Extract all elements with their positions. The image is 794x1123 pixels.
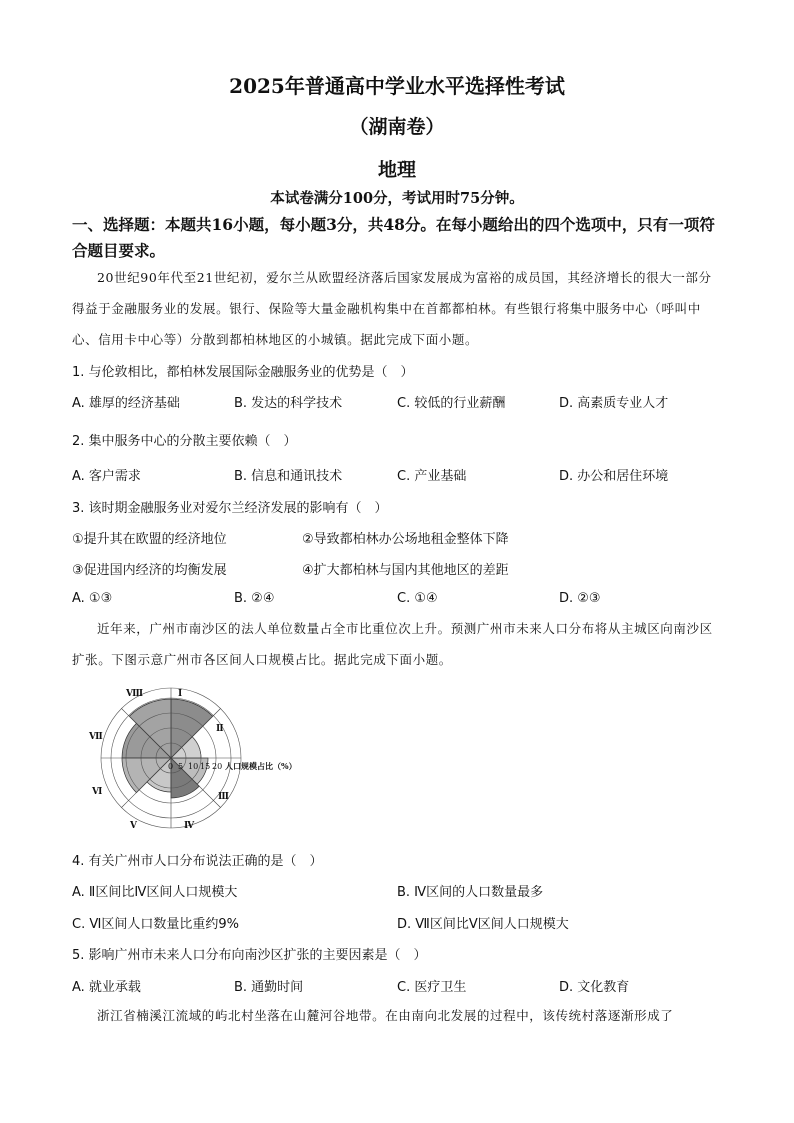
question-2-stem: 2. 集中服务中心的分散主要依赖（ ） [72,434,297,449]
q3-option-b: B. ②④ [234,591,275,606]
subject-title: 地理 [377,159,416,181]
q4-option-a: A. Ⅱ区间比Ⅳ区间人口规模大 [72,885,238,900]
q3-option-c: C. ①④ [397,591,438,606]
q5-option-b: B. 通勤时间 [234,980,304,995]
passage-ireland: 20世纪90年代至21世纪初，爱尔兰从欧盟经济落后国家发展成为富裕的成员国，其经济增长的很大一部分得益于金融服务业的发展。银行、保险等大量金融机构集中在首都都柏林。有些银行将集中服务中心（呼叫中心、信用卡中心等）分散到都柏林地区的小城镇。据此完成下面小题。 [72,270,712,347]
population-rose-diagram [84,684,314,838]
sector-label-i: Ⅰ [178,689,183,699]
q3-option-d: D. ②③ [559,591,601,606]
sector-label-viii: Ⅷ [126,689,144,699]
sector-label-iv: Ⅳ [184,821,195,831]
q4-option-b: B. Ⅳ区间的人口数量最多 [397,885,544,900]
scale-tick-20: 20 [212,762,223,771]
q3-statement-2: ②导致都柏林办公场地租金整体下降 [302,532,509,547]
question-3-stem: 3. 该时期金融服务业对爱尔兰经济发展的影响有（ ） [72,501,388,516]
q5-option-a: A. 就业承载 [72,980,141,995]
q4-option-d: D. Ⅶ区间比Ⅴ区间人口规模大 [397,917,569,932]
passage-guangzhou: 近年来，广州市南沙区的法人单位数量占全市比重位次上升。预测广州市未来人口分布将从主城区向南沙区扩张。下图示意广州市各区间人口规模占比。据此完成下面小题。 [72,621,713,667]
q2-option-a: A. 客户需求 [72,469,141,484]
sector-label-vii: Ⅶ [89,732,103,742]
question-4-stem: 4. 有关广州市人口分布说法正确的是（ ） [72,854,323,869]
q2-option-c: C. 产业基础 [397,469,467,484]
exam-title: 2025年普通高中学业水平选择性考试 [229,74,565,98]
q5-option-c: C. 医疗卫生 [397,980,467,995]
q1-option-c: C. 较低的行业薪酬 [397,396,506,411]
question-1-stem: 1. 与伦敦相比，都柏林发展国际金融服务业的优势是（ ） [72,365,414,380]
scale-tick-5: 5 [178,762,184,771]
q3-option-a: A. ①③ [72,591,113,606]
q5-option-d: D. 文化教育 [559,980,630,995]
q2-option-b: B. 信息和通讯技术 [234,469,343,484]
passage-yubei-village: 浙江省楠溪江流域的屿北村坐落在山麓河谷地带。在由南向北发展的过程中，该传统村落逐渐形成了 [97,1008,674,1023]
sector-label-vi: Ⅵ [92,787,103,797]
q2-option-d: D. 办公和居住环境 [559,469,669,484]
q3-statement-1: ①提升其在欧盟的经济地位 [72,532,227,547]
q1-option-a: A. 雄厚的经济基础 [72,396,180,411]
scale-tick-0: 0 [168,762,174,771]
question-5-stem: 5. 影响广州市未来人口分布向南沙区扩张的主要因素是（ ） [72,948,427,963]
section-heading: 一、选择题：本题共16小题，每小题3分，共48分。在每小题给出的四个选项中，只有一项符合题目要求。 [72,215,715,260]
exam-region: （湖南卷） [349,116,445,138]
sector-label-iii: Ⅲ [218,792,229,802]
q4-option-c: C. Ⅵ区间人口数量比重约9% [72,917,239,932]
sector-label-ii: Ⅱ [216,724,224,734]
scale-tick-10: 10 [188,762,199,771]
q1-option-b: B. 发达的科学技术 [234,396,343,411]
q1-option-d: D. 高素质专业人才 [559,396,669,411]
scale-tick-15: 15 [200,762,211,771]
q3-statement-4: ④扩大都柏林与国内其他地区的差距 [302,563,509,578]
sector-label-v: Ⅴ [130,821,137,831]
q3-statement-3: ③促进国内经济的均衡发展 [72,563,227,578]
scale-axis-label: 人口规模占比（%） [225,761,297,771]
exam-info: 本试卷满分100分，考试用时75分钟。 [270,190,524,207]
